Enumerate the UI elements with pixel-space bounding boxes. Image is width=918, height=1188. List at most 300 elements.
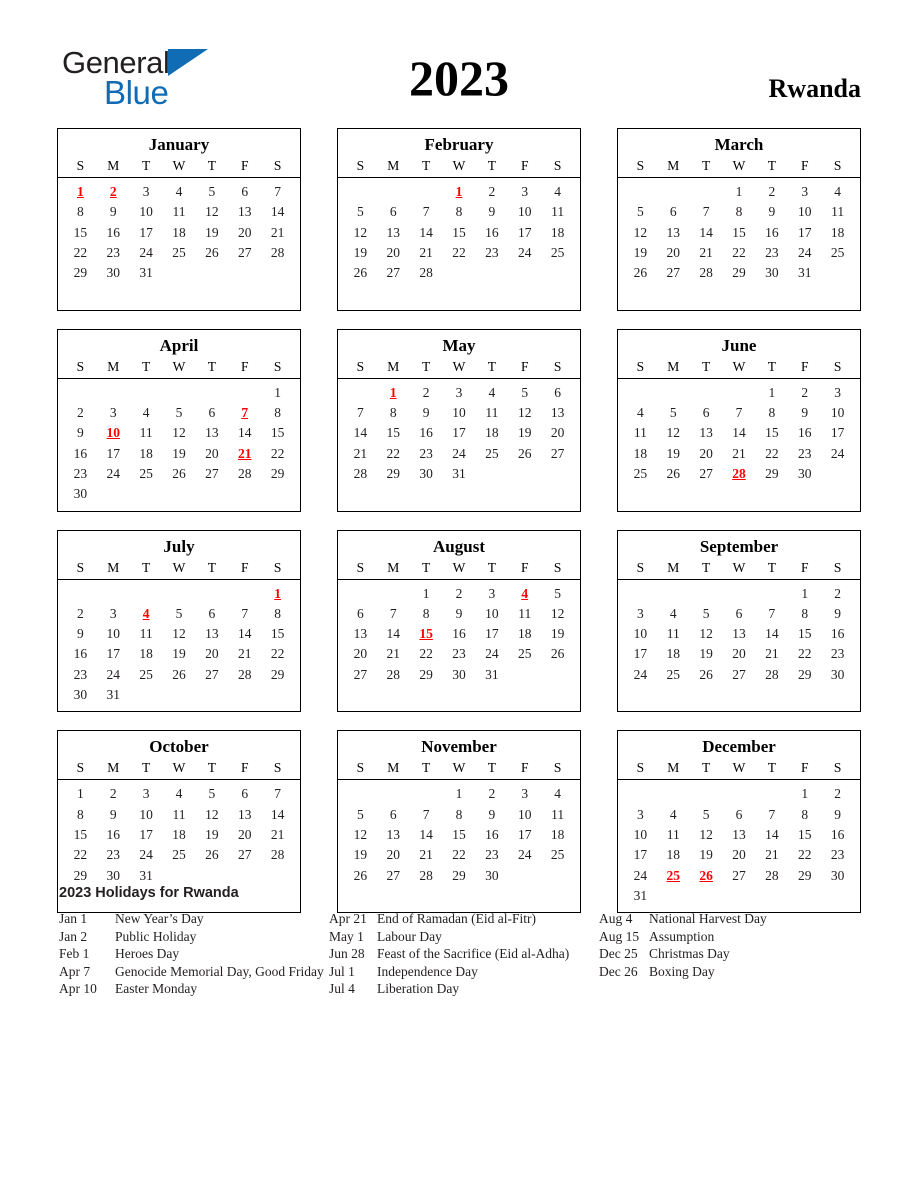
day-cell[interactable]: 1 bbox=[768, 384, 776, 400]
day-cell[interactable]: 18 bbox=[633, 445, 648, 461]
day-cell[interactable]: 4 bbox=[637, 405, 644, 421]
day-cell[interactable]: 22 bbox=[797, 847, 812, 863]
day-cell[interactable]: 15 bbox=[73, 224, 88, 240]
day-cell[interactable]: 18 bbox=[172, 826, 186, 842]
day-cell[interactable]: 28 bbox=[353, 465, 368, 481]
day-cell[interactable]: 31 bbox=[139, 867, 153, 883]
day-cell[interactable]: 26 bbox=[205, 847, 219, 863]
day-cell[interactable]: 22 bbox=[765, 445, 779, 461]
day-cell[interactable]: 3 bbox=[142, 184, 150, 199]
day-cell[interactable]: 6 bbox=[702, 405, 710, 421]
day-cell[interactable]: 18 bbox=[830, 224, 845, 240]
day-cell[interactable]: 16 bbox=[485, 826, 499, 842]
day-cell[interactable]: 23 bbox=[485, 847, 499, 863]
day-cell[interactable]: 17 bbox=[139, 224, 153, 240]
day-cell[interactable]: 11 bbox=[551, 806, 565, 822]
day-cell[interactable]: 14 bbox=[270, 806, 285, 822]
day-cell[interactable]: 12 bbox=[699, 626, 713, 642]
day-cell[interactable]: 3 bbox=[801, 184, 809, 199]
day-cell[interactable]: 28 bbox=[237, 465, 252, 481]
day-cell-holiday[interactable]: 1 bbox=[77, 184, 84, 199]
day-cell[interactable]: 8 bbox=[455, 806, 463, 822]
day-cell[interactable]: 26 bbox=[172, 465, 186, 481]
day-cell[interactable]: 6 bbox=[735, 806, 743, 822]
day-cell[interactable]: 25 bbox=[830, 244, 845, 260]
day-cell[interactable]: 4 bbox=[554, 786, 561, 802]
day-cell[interactable]: 24 bbox=[139, 244, 153, 260]
day-cell[interactable]: 20 bbox=[666, 244, 681, 260]
day-cell[interactable]: 5 bbox=[702, 806, 710, 822]
day-cell[interactable]: 17 bbox=[797, 224, 812, 240]
day-cell[interactable]: 10 bbox=[485, 605, 499, 621]
day-cell[interactable]: 23 bbox=[73, 666, 88, 682]
day-cell[interactable]: 12 bbox=[699, 826, 713, 842]
day-cell[interactable]: 8 bbox=[801, 806, 809, 822]
day-cell[interactable]: 2 bbox=[801, 384, 809, 400]
day-cell-holiday[interactable]: 21 bbox=[237, 445, 252, 461]
day-cell[interactable]: 14 bbox=[699, 224, 713, 240]
day-cell[interactable]: 6 bbox=[357, 605, 364, 621]
day-cell[interactable]: 15 bbox=[270, 626, 285, 642]
day-cell[interactable]: 19 bbox=[353, 244, 368, 260]
day-cell[interactable]: 16 bbox=[765, 224, 779, 240]
day-cell[interactable]: 12 bbox=[517, 405, 532, 421]
day-cell[interactable]: 22 bbox=[797, 646, 812, 662]
day-cell[interactable]: 21 bbox=[419, 847, 433, 863]
day-cell[interactable]: 31 bbox=[797, 265, 812, 281]
day-cell[interactable]: 12 bbox=[353, 224, 368, 240]
day-cell[interactable]: 24 bbox=[633, 867, 648, 883]
day-cell[interactable]: 5 bbox=[554, 585, 561, 601]
day-cell[interactable]: 12 bbox=[666, 425, 681, 441]
day-cell[interactable]: 26 bbox=[517, 445, 532, 461]
day-cell[interactable]: 29 bbox=[270, 666, 285, 682]
day-cell[interactable]: 25 bbox=[485, 445, 499, 461]
day-cell[interactable]: 13 bbox=[732, 826, 746, 842]
day-cell[interactable]: 18 bbox=[550, 224, 565, 240]
day-cell[interactable]: 9 bbox=[77, 425, 84, 441]
day-cell[interactable]: 31 bbox=[139, 265, 153, 281]
day-cell[interactable]: 3 bbox=[637, 605, 644, 621]
day-cell[interactable]: 23 bbox=[106, 244, 121, 260]
day-cell[interactable]: 31 bbox=[485, 666, 499, 682]
day-cell[interactable]: 4 bbox=[488, 384, 496, 400]
day-cell[interactable]: 20 bbox=[205, 445, 219, 461]
day-cell[interactable]: 1 bbox=[422, 585, 430, 601]
day-cell[interactable]: 2 bbox=[77, 405, 84, 421]
day-cell[interactable]: 29 bbox=[452, 867, 466, 883]
day-cell[interactable]: 2 bbox=[422, 384, 430, 400]
day-cell[interactable]: 30 bbox=[765, 265, 779, 281]
day-cell[interactable]: 19 bbox=[205, 224, 219, 240]
day-cell-holiday[interactable]: 1 bbox=[274, 585, 281, 601]
day-cell[interactable]: 20 bbox=[205, 646, 219, 662]
day-cell[interactable]: 22 bbox=[270, 445, 285, 461]
day-cell[interactable]: 17 bbox=[139, 826, 153, 842]
day-cell-holiday[interactable]: 15 bbox=[419, 626, 433, 642]
day-cell[interactable]: 5 bbox=[175, 605, 183, 621]
day-cell[interactable]: 16 bbox=[106, 224, 121, 240]
day-cell[interactable]: 24 bbox=[106, 666, 121, 682]
day-cell[interactable]: 3 bbox=[637, 806, 644, 822]
day-cell[interactable]: 7 bbox=[241, 605, 249, 621]
day-cell[interactable]: 12 bbox=[205, 806, 219, 822]
day-cell[interactable]: 23 bbox=[73, 465, 88, 481]
day-cell[interactable]: 24 bbox=[106, 465, 121, 481]
day-cell[interactable]: 26 bbox=[633, 265, 648, 281]
day-cell[interactable]: 15 bbox=[452, 826, 466, 842]
day-cell[interactable]: 7 bbox=[735, 405, 743, 421]
day-cell[interactable]: 14 bbox=[419, 826, 433, 842]
day-cell[interactable]: 17 bbox=[106, 445, 121, 461]
day-cell[interactable]: 14 bbox=[765, 626, 779, 642]
day-cell[interactable]: 3 bbox=[109, 405, 117, 421]
day-cell[interactable]: 19 bbox=[353, 847, 368, 863]
day-cell[interactable]: 30 bbox=[106, 265, 121, 281]
day-cell[interactable]: 9 bbox=[109, 806, 117, 822]
day-cell[interactable]: 23 bbox=[452, 646, 466, 662]
day-cell[interactable]: 12 bbox=[633, 224, 648, 240]
day-cell[interactable]: 14 bbox=[353, 425, 368, 441]
day-cell[interactable]: 2 bbox=[488, 184, 496, 199]
day-cell[interactable]: 3 bbox=[109, 605, 117, 621]
day-cell[interactable]: 9 bbox=[768, 204, 776, 220]
day-cell[interactable]: 25 bbox=[550, 244, 565, 260]
day-cell-holiday[interactable]: 4 bbox=[521, 585, 529, 601]
day-cell[interactable]: 2 bbox=[488, 786, 496, 802]
day-cell[interactable]: 19 bbox=[699, 847, 713, 863]
day-cell[interactable]: 16 bbox=[452, 626, 466, 642]
day-cell-holiday[interactable]: 1 bbox=[389, 384, 397, 400]
day-cell[interactable]: 6 bbox=[389, 204, 397, 220]
day-cell[interactable]: 10 bbox=[139, 204, 153, 220]
day-cell[interactable]: 23 bbox=[419, 445, 433, 461]
day-cell[interactable]: 4 bbox=[142, 405, 150, 421]
day-cell[interactable]: 28 bbox=[765, 666, 779, 682]
day-cell[interactable]: 28 bbox=[386, 666, 401, 682]
day-cell[interactable]: 28 bbox=[419, 867, 433, 883]
day-cell[interactable]: 13 bbox=[237, 204, 252, 220]
day-cell[interactable]: 12 bbox=[205, 204, 219, 220]
day-cell[interactable]: 25 bbox=[139, 465, 153, 481]
day-cell[interactable]: 24 bbox=[633, 666, 648, 682]
day-cell[interactable]: 15 bbox=[797, 826, 812, 842]
day-cell[interactable]: 30 bbox=[73, 687, 88, 703]
day-cell[interactable]: 19 bbox=[172, 445, 186, 461]
day-cell[interactable]: 8 bbox=[389, 405, 397, 421]
day-cell[interactable]: 14 bbox=[237, 626, 252, 642]
day-cell[interactable]: 7 bbox=[768, 806, 776, 822]
day-cell[interactable]: 18 bbox=[172, 224, 186, 240]
day-cell[interactable]: 4 bbox=[669, 605, 677, 621]
day-cell[interactable]: 23 bbox=[765, 244, 779, 260]
day-cell[interactable]: 14 bbox=[765, 826, 779, 842]
day-cell[interactable]: 28 bbox=[419, 265, 433, 281]
day-cell[interactable]: 16 bbox=[419, 425, 433, 441]
day-cell[interactable]: 1 bbox=[801, 786, 809, 802]
day-cell[interactable]: 23 bbox=[485, 244, 499, 260]
day-cell[interactable]: 19 bbox=[205, 826, 219, 842]
day-cell[interactable]: 17 bbox=[452, 425, 466, 441]
day-cell[interactable]: 5 bbox=[208, 184, 216, 199]
day-cell[interactable]: 7 bbox=[274, 184, 281, 199]
day-cell-holiday[interactable]: 26 bbox=[699, 867, 713, 883]
day-cell[interactable]: 22 bbox=[73, 244, 88, 260]
day-cell[interactable]: 1 bbox=[455, 786, 463, 802]
day-cell[interactable]: 28 bbox=[765, 867, 779, 883]
day-cell[interactable]: 3 bbox=[488, 585, 496, 601]
day-cell[interactable]: 21 bbox=[699, 244, 713, 260]
day-cell[interactable]: 21 bbox=[270, 826, 285, 842]
day-cell[interactable]: 13 bbox=[666, 224, 681, 240]
day-cell[interactable]: 20 bbox=[550, 425, 565, 441]
day-cell[interactable]: 19 bbox=[517, 425, 532, 441]
day-cell[interactable]: 25 bbox=[666, 666, 681, 682]
day-cell[interactable]: 3 bbox=[142, 786, 150, 802]
day-cell[interactable]: 8 bbox=[77, 204, 84, 220]
day-cell[interactable]: 15 bbox=[765, 425, 779, 441]
day-cell[interactable]: 23 bbox=[797, 445, 812, 461]
day-cell[interactable]: 10 bbox=[517, 806, 532, 822]
day-cell[interactable]: 1 bbox=[274, 384, 281, 400]
day-cell[interactable]: 1 bbox=[77, 786, 84, 802]
day-cell[interactable]: 26 bbox=[353, 265, 368, 281]
day-cell[interactable]: 24 bbox=[517, 847, 532, 863]
day-cell-holiday[interactable]: 4 bbox=[142, 605, 150, 621]
day-cell[interactable]: 15 bbox=[797, 626, 812, 642]
day-cell[interactable]: 8 bbox=[422, 605, 430, 621]
day-cell[interactable]: 17 bbox=[633, 646, 648, 662]
day-cell[interactable]: 28 bbox=[237, 666, 252, 682]
day-cell[interactable]: 22 bbox=[73, 847, 88, 863]
day-cell[interactable]: 3 bbox=[521, 786, 529, 802]
day-cell[interactable]: 20 bbox=[386, 847, 401, 863]
day-cell[interactable]: 26 bbox=[353, 867, 368, 883]
day-cell[interactable]: 21 bbox=[386, 646, 401, 662]
day-cell[interactable]: 7 bbox=[702, 204, 710, 220]
day-cell[interactable]: 8 bbox=[274, 405, 281, 421]
day-cell[interactable]: 19 bbox=[550, 626, 565, 642]
day-cell[interactable]: 10 bbox=[633, 626, 648, 642]
day-cell[interactable]: 29 bbox=[419, 666, 433, 682]
day-cell[interactable]: 21 bbox=[732, 445, 746, 461]
day-cell[interactable]: 29 bbox=[797, 666, 812, 682]
day-cell[interactable]: 2 bbox=[455, 585, 463, 601]
day-cell[interactable]: 19 bbox=[666, 445, 681, 461]
day-cell[interactable]: 16 bbox=[73, 445, 88, 461]
day-cell[interactable]: 21 bbox=[419, 244, 433, 260]
day-cell[interactable]: 9 bbox=[801, 405, 809, 421]
day-cell[interactable]: 14 bbox=[732, 425, 746, 441]
day-cell[interactable]: 13 bbox=[550, 405, 565, 421]
day-cell[interactable]: 12 bbox=[550, 605, 565, 621]
day-cell[interactable]: 7 bbox=[274, 786, 281, 802]
day-cell[interactable]: 24 bbox=[830, 445, 845, 461]
day-cell[interactable]: 13 bbox=[699, 425, 713, 441]
day-cell[interactable]: 29 bbox=[73, 867, 88, 883]
day-cell[interactable]: 22 bbox=[732, 244, 746, 260]
day-cell[interactable]: 11 bbox=[666, 626, 680, 642]
day-cell[interactable]: 30 bbox=[106, 867, 121, 883]
day-cell[interactable]: 25 bbox=[172, 244, 186, 260]
day-cell[interactable]: 25 bbox=[517, 646, 532, 662]
day-cell[interactable]: 4 bbox=[669, 806, 677, 822]
day-cell[interactable]: 13 bbox=[353, 626, 368, 642]
day-cell[interactable]: 16 bbox=[830, 626, 845, 642]
day-cell[interactable]: 30 bbox=[73, 486, 88, 502]
day-cell[interactable]: 24 bbox=[452, 445, 466, 461]
day-cell[interactable]: 9 bbox=[77, 626, 84, 642]
day-cell[interactable]: 27 bbox=[550, 445, 565, 461]
day-cell[interactable]: 3 bbox=[521, 184, 529, 199]
day-cell[interactable]: 22 bbox=[270, 646, 285, 662]
day-cell[interactable]: 27 bbox=[699, 465, 713, 481]
day-cell[interactable]: 2 bbox=[834, 585, 841, 601]
day-cell[interactable]: 21 bbox=[270, 224, 285, 240]
day-cell[interactable]: 6 bbox=[208, 605, 216, 621]
day-cell[interactable]: 8 bbox=[801, 605, 809, 621]
day-cell[interactable]: 25 bbox=[139, 666, 153, 682]
day-cell[interactable]: 19 bbox=[699, 646, 713, 662]
day-cell[interactable]: 16 bbox=[797, 425, 812, 441]
day-cell[interactable]: 4 bbox=[554, 184, 561, 199]
day-cell[interactable]: 26 bbox=[205, 244, 219, 260]
day-cell[interactable]: 13 bbox=[732, 626, 746, 642]
day-cell[interactable]: 6 bbox=[735, 605, 743, 621]
day-cell[interactable]: 5 bbox=[702, 605, 710, 621]
day-cell[interactable]: 20 bbox=[353, 646, 368, 662]
day-cell[interactable]: 9 bbox=[488, 806, 496, 822]
day-cell[interactable]: 1 bbox=[801, 585, 809, 601]
day-cell[interactable]: 15 bbox=[452, 224, 466, 240]
day-cell[interactable]: 24 bbox=[485, 646, 499, 662]
day-cell[interactable]: 13 bbox=[237, 806, 252, 822]
day-cell[interactable]: 17 bbox=[517, 826, 532, 842]
day-cell[interactable]: 16 bbox=[106, 826, 121, 842]
day-cell[interactable]: 19 bbox=[633, 244, 648, 260]
day-cell[interactable]: 28 bbox=[270, 847, 285, 863]
day-cell[interactable]: 28 bbox=[270, 244, 285, 260]
day-cell[interactable]: 22 bbox=[452, 244, 466, 260]
day-cell[interactable]: 6 bbox=[554, 384, 561, 400]
day-cell[interactable]: 10 bbox=[517, 204, 532, 220]
day-cell[interactable]: 29 bbox=[270, 465, 285, 481]
day-cell[interactable]: 21 bbox=[765, 646, 779, 662]
day-cell[interactable]: 18 bbox=[666, 847, 681, 863]
day-cell[interactable]: 20 bbox=[732, 847, 746, 863]
day-cell[interactable]: 13 bbox=[386, 826, 401, 842]
day-cell[interactable]: 21 bbox=[765, 847, 779, 863]
day-cell[interactable]: 27 bbox=[666, 265, 681, 281]
day-cell[interactable]: 19 bbox=[172, 646, 186, 662]
day-cell[interactable]: 22 bbox=[452, 847, 466, 863]
day-cell[interactable]: 12 bbox=[172, 626, 186, 642]
day-cell-holiday[interactable]: 2 bbox=[109, 184, 117, 199]
day-cell[interactable]: 13 bbox=[205, 425, 219, 441]
day-cell[interactable]: 20 bbox=[237, 826, 252, 842]
day-cell[interactable]: 24 bbox=[517, 244, 532, 260]
day-cell[interactable]: 5 bbox=[669, 405, 677, 421]
day-cell[interactable]: 11 bbox=[633, 425, 647, 441]
day-cell[interactable]: 6 bbox=[208, 405, 216, 421]
day-cell-holiday[interactable]: 7 bbox=[241, 405, 249, 421]
day-cell[interactable]: 5 bbox=[357, 806, 364, 822]
day-cell[interactable]: 1 bbox=[735, 184, 743, 199]
day-cell[interactable]: 22 bbox=[386, 445, 401, 461]
day-cell[interactable]: 15 bbox=[270, 425, 285, 441]
day-cell[interactable]: 30 bbox=[485, 867, 499, 883]
day-cell-holiday[interactable]: 10 bbox=[106, 425, 121, 441]
day-cell[interactable]: 10 bbox=[139, 806, 153, 822]
day-cell[interactable]: 29 bbox=[797, 867, 812, 883]
day-cell[interactable]: 9 bbox=[422, 405, 430, 421]
day-cell[interactable]: 18 bbox=[485, 425, 499, 441]
day-cell[interactable]: 15 bbox=[732, 224, 746, 240]
day-cell[interactable]: 3 bbox=[834, 384, 841, 400]
day-cell[interactable]: 8 bbox=[274, 605, 281, 621]
day-cell[interactable]: 12 bbox=[172, 425, 186, 441]
day-cell[interactable]: 18 bbox=[517, 626, 532, 642]
day-cell[interactable]: 20 bbox=[237, 224, 252, 240]
day-cell-holiday[interactable]: 28 bbox=[732, 465, 746, 481]
day-cell[interactable]: 5 bbox=[521, 384, 529, 400]
day-cell[interactable]: 11 bbox=[139, 425, 153, 441]
day-cell-holiday[interactable]: 1 bbox=[455, 184, 463, 199]
day-cell[interactable]: 3 bbox=[455, 384, 463, 400]
day-cell[interactable]: 10 bbox=[633, 826, 648, 842]
day-cell[interactable]: 25 bbox=[172, 847, 186, 863]
day-cell[interactable]: 31 bbox=[452, 465, 466, 481]
day-cell[interactable]: 4 bbox=[175, 786, 183, 802]
day-cell[interactable]: 18 bbox=[139, 646, 153, 662]
day-cell[interactable]: 7 bbox=[357, 405, 364, 421]
day-cell[interactable]: 5 bbox=[175, 405, 183, 421]
day-cell[interactable]: 26 bbox=[666, 465, 681, 481]
day-cell[interactable]: 11 bbox=[831, 204, 845, 220]
day-cell[interactable]: 11 bbox=[551, 204, 565, 220]
day-cell[interactable]: 29 bbox=[386, 465, 401, 481]
day-cell[interactable]: 30 bbox=[797, 465, 812, 481]
day-cell[interactable]: 11 bbox=[172, 204, 186, 220]
day-cell[interactable]: 18 bbox=[139, 445, 153, 461]
day-cell[interactable]: 29 bbox=[732, 265, 746, 281]
day-cell[interactable]: 27 bbox=[205, 666, 219, 682]
day-cell[interactable]: 10 bbox=[797, 204, 812, 220]
day-cell[interactable]: 31 bbox=[633, 887, 648, 903]
day-cell[interactable]: 27 bbox=[386, 265, 401, 281]
day-cell[interactable]: 7 bbox=[422, 204, 430, 220]
day-cell[interactable]: 23 bbox=[830, 847, 845, 863]
day-cell[interactable]: 15 bbox=[73, 826, 88, 842]
day-cell[interactable]: 11 bbox=[485, 405, 499, 421]
day-cell[interactable]: 30 bbox=[452, 666, 466, 682]
day-cell[interactable]: 5 bbox=[208, 786, 216, 802]
day-cell[interactable]: 14 bbox=[419, 224, 433, 240]
day-cell[interactable]: 11 bbox=[139, 626, 153, 642]
day-cell[interactable]: 8 bbox=[77, 806, 84, 822]
day-cell[interactable]: 25 bbox=[550, 847, 565, 863]
day-cell[interactable]: 27 bbox=[353, 666, 368, 682]
day-cell[interactable]: 13 bbox=[205, 626, 219, 642]
day-cell[interactable]: 26 bbox=[699, 666, 713, 682]
day-cell[interactable]: 25 bbox=[633, 465, 648, 481]
day-cell[interactable]: 10 bbox=[452, 405, 466, 421]
day-cell[interactable]: 10 bbox=[830, 405, 845, 421]
day-cell[interactable]: 11 bbox=[172, 806, 186, 822]
day-cell[interactable]: 5 bbox=[357, 204, 364, 220]
day-cell[interactable]: 5 bbox=[637, 204, 644, 220]
day-cell[interactable]: 17 bbox=[830, 425, 845, 441]
